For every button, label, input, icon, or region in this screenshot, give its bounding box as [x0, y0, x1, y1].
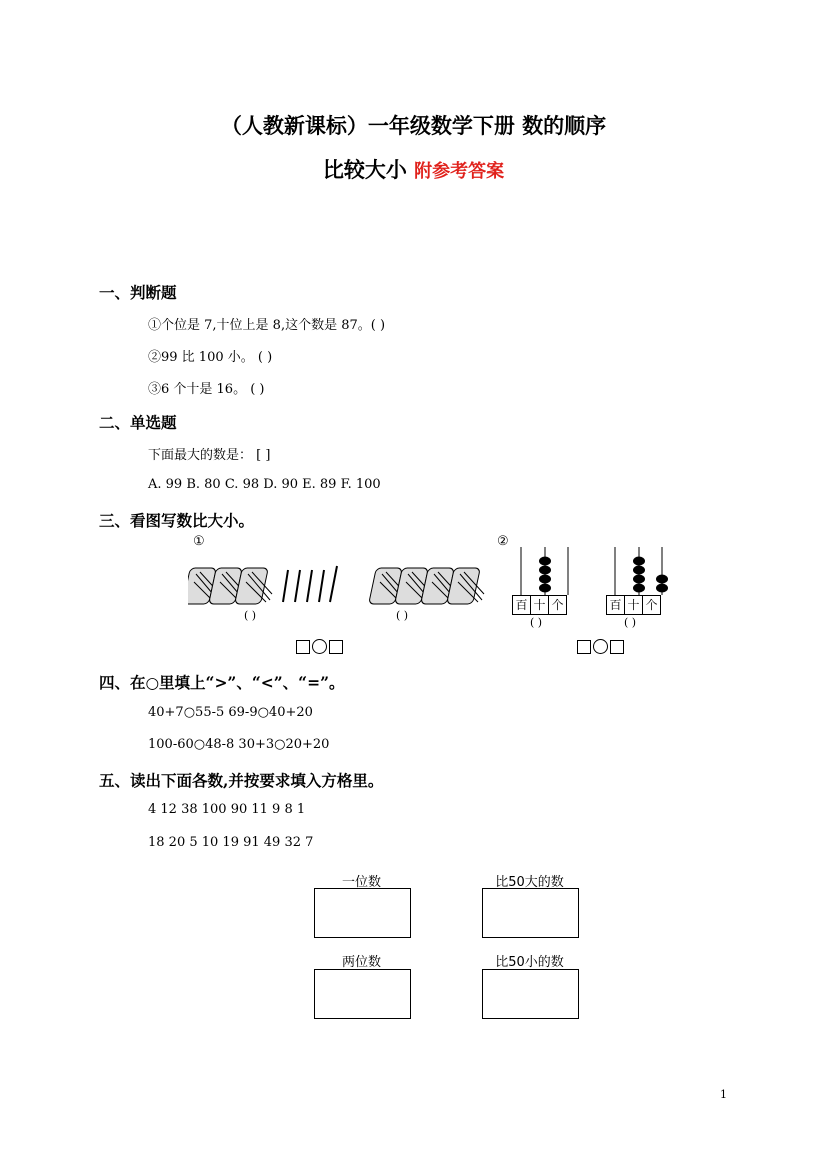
section2-heading: 二、单选题	[99, 413, 177, 432]
answer-paren-2[interactable]: ( )	[396, 609, 409, 622]
box-greater-50[interactable]	[482, 888, 579, 938]
box-less-50[interactable]	[482, 969, 579, 1019]
answer-note: 附参考答案	[414, 161, 505, 182]
abacus1-ones: 个	[548, 595, 567, 615]
s2-question: 下面最大的数是： [ ]	[148, 448, 271, 463]
abacus2-ones-beads	[656, 575, 668, 593]
page-subtitle	[0, 154, 827, 184]
figure2-mark: ②	[497, 534, 509, 549]
answer-paren-4[interactable]: ( )	[624, 616, 637, 629]
s5-row-2: 18 20 5 10 19 91 49 32 7	[148, 835, 314, 850]
section4-heading: 四、在○里填上“>”、“<”、“=”。	[99, 673, 345, 692]
box3-label: 两位数	[341, 955, 381, 970]
section5-heading: 五、读出下面各数,并按要求填入方格里。	[99, 771, 384, 790]
s1-item-2: ②99 比 100 小。 ( )	[148, 350, 273, 365]
s4-row-1: 40+7○55-5 69-9○40+20	[148, 705, 313, 720]
box1-label: 一位数	[341, 875, 381, 890]
blank-square[interactable]	[610, 640, 624, 654]
section1-heading: 一、判断题	[99, 283, 177, 302]
page-number: 1	[720, 1088, 727, 1101]
abacus2-tens-beads	[633, 557, 645, 593]
bundle-group-1	[188, 566, 337, 604]
subtitle-text: 比较大小	[322, 157, 407, 182]
answer-paren-3[interactable]: ( )	[530, 616, 543, 629]
s1-item-1: ①个位是 7,十位上是 8,这个数是 87。( )	[148, 318, 386, 333]
s1-item-3: ③6 个十是 16。 ( )	[148, 382, 265, 397]
blank-circle[interactable]	[312, 639, 327, 654]
blank-square[interactable]	[329, 640, 343, 654]
s5-row-1: 4 12 38 100 90 11 9 8 1	[148, 802, 306, 817]
abacus2-hundreds: 百	[606, 595, 625, 615]
box-two-digit[interactable]	[314, 969, 411, 1019]
section3-heading: 三、看图写数比大小。	[99, 511, 255, 530]
box2-label: 比50大的数	[495, 875, 564, 890]
abacus1-tens: 十	[530, 595, 549, 615]
s2-options: A. 99 B. 80 C. 98 D. 90 E. 89 F. 100	[148, 477, 381, 492]
abacus2-ones: 个	[642, 595, 661, 615]
compare-box-1[interactable]	[296, 639, 343, 654]
figure1-mark: ①	[193, 534, 205, 549]
blank-square[interactable]	[577, 640, 591, 654]
page-title: （人教新课标）一年级数学下册 数的顺序	[220, 113, 607, 138]
box-one-digit[interactable]	[314, 888, 411, 938]
box4-label: 比50小的数	[495, 955, 564, 970]
abacus1-hundreds: 百	[512, 595, 531, 615]
blank-square[interactable]	[296, 640, 310, 654]
answer-paren-1[interactable]: ( )	[244, 609, 257, 622]
s4-row-2: 100-60○48-8 30+3○20+20	[148, 737, 330, 752]
stick-bundles-figure	[188, 556, 488, 608]
compare-box-2[interactable]	[577, 639, 624, 654]
abacus2-tens: 十	[624, 595, 643, 615]
bundle-group-2	[369, 568, 484, 604]
abacus1-tens-beads	[539, 557, 551, 593]
blank-circle[interactable]	[593, 639, 608, 654]
